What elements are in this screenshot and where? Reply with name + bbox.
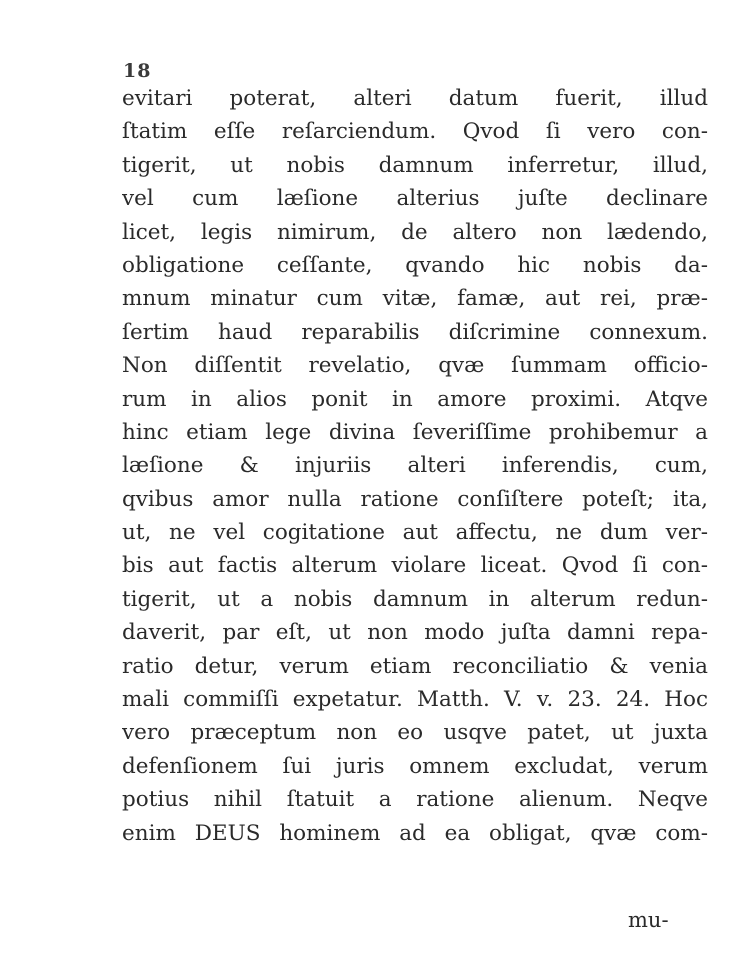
body-text (122, 82, 708, 850)
text-line: ratio detur, verum etiam reconciliatio & venia (122, 653, 708, 679)
text-line: rum in alios ponit in amore proximi. Atqve (122, 386, 708, 412)
text-line: vel cum læſione alterius juſte declinare (122, 186, 708, 212)
text-line: ſertim haud reparabilis diſcrimine connexum. (122, 319, 708, 345)
text-line: licet, legis nimirum, de altero non lædendo, (122, 219, 708, 245)
catchword: mu- (628, 908, 669, 932)
text-line: bis aut factis alterum violare liceat. Qvod ſi con- (122, 553, 708, 579)
text-line: daverit, par eſt, ut non modo juſta damni repa- (122, 620, 708, 646)
text-line: mnum minatur cum vitæ, famæ, aut rei, præ- (122, 286, 708, 312)
text-line: hinc etiam lege divina ſeveriſſime prohibemur a (122, 419, 708, 445)
text-line: tigerit, ut nobis damnum inferretur, illud, (122, 152, 708, 178)
text-line: mali commiſſi expetatur. Matth. V. v. 23. 24. Hoc (122, 687, 708, 713)
text-line: tigerit, ut a nobis damnum in alterum redun- (122, 586, 708, 612)
text-line: læſione & injuriis alteri inferendis, cum, (122, 453, 708, 479)
text-line: evitari poterat, alteri datum fuerit, illud (122, 86, 708, 111)
text-line: obligatione ceſſante, qvando hic nobis da- (122, 252, 708, 278)
text-line: enim DEUS hominem ad ea obligat, qvæ com- (122, 820, 708, 846)
text-line: ut, ne vel cogitatione aut affectu, ne dum ver- (122, 520, 708, 546)
text-line: potius nihil ſtatuit a ratione alienum. Neqve (122, 787, 708, 813)
page-number: 18 (123, 60, 152, 82)
text-line: defenſionem ſui juris omnem excludat, verum (122, 753, 708, 779)
text-line: Non diſſentit revelatio, qvæ ſummam officio- (122, 353, 708, 379)
text-line: qvibus amor nulla ratione conſiſtere poteſt; ita, (122, 486, 708, 512)
text-line: ſtatim eſſe reſarciendum. Qvod ſi vero con- (122, 119, 708, 145)
text-line: vero præceptum non eo usqve patet, ut juxta (122, 720, 708, 746)
